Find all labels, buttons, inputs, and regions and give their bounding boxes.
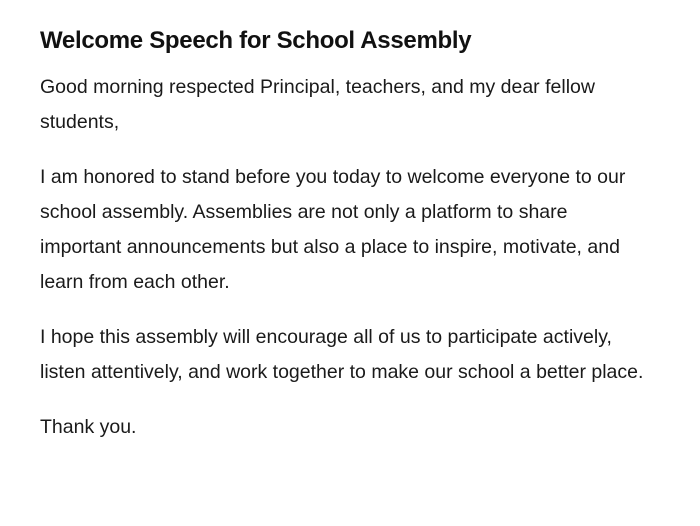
paragraph-closing: Thank you. [40,416,137,438]
paragraph-greeting: Good morning respected Principal, teachers, and my dear fellow students, [40,76,595,133]
paragraph-welcome: I am honored to stand before you today to welcome everyone to our school assembly. Assemblies are not only a platform to share important announcements but also a place to inspire, motivate, and learn from each other. [40,166,626,293]
paragraph-hope: I hope this assembly will encourage all of us to participate actively, listen attentively, and work together to make our school a better place. [40,326,644,383]
document-title: Welcome Speech for School Assembly [40,27,472,54]
speech-document [40,24,650,445]
